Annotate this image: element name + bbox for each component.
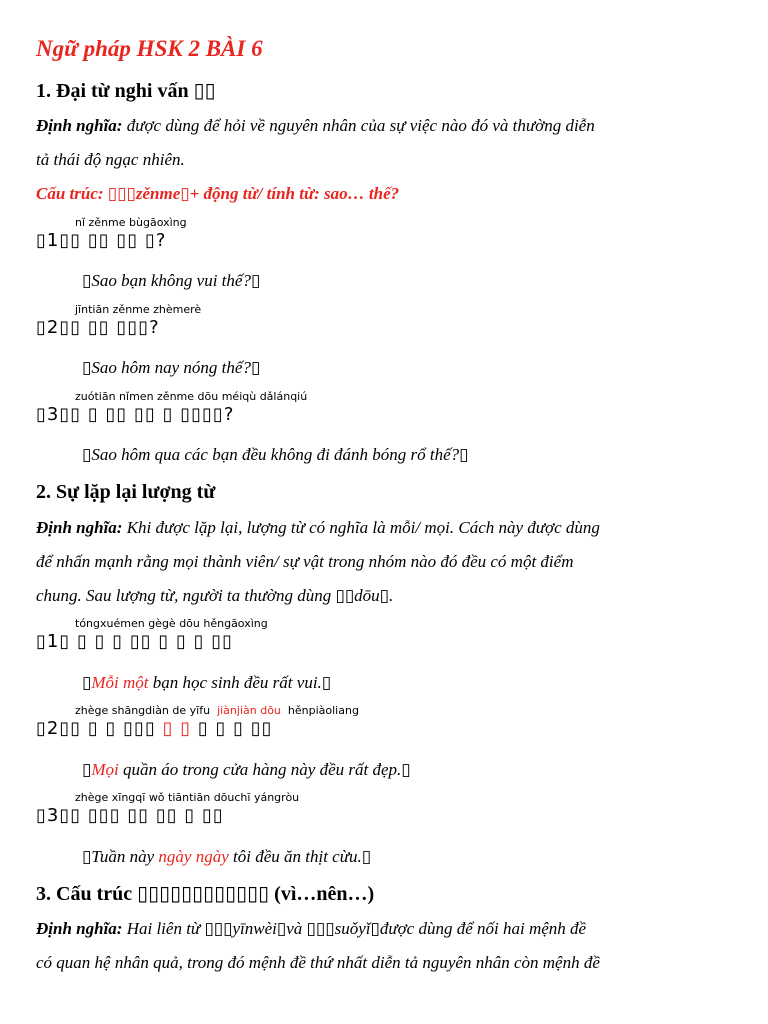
definition-label: Định nghĩa: <box>36 518 123 537</box>
pinyin-pre: zhège shāngdiàn de yīfu <box>75 704 211 717</box>
example3-translation: ▯Sao hôm qua các bạn đều không đi đánh bóng rổ thế?▯ <box>82 445 469 464</box>
example1-chinese: ▯1▯▯ ▯▯ ▯▯ ▯? <box>36 230 167 251</box>
definition-text: Hai liên từ ▯▯▯yīnwèi▯và ▯▯▯suǒyǐ▯được dùng để nối hai mệnh đề <box>122 919 587 938</box>
section2-definition-line1 <box>36 518 600 538</box>
section2-definition-line3: chung. Sau lượng từ, người ta thường dùng ▯▯dōu▯. <box>36 586 394 605</box>
example4-chinese: ▯1▯ ▯ ▯ ▯ ▯▯ ▯ ▯ ▯ ▯▯ <box>36 631 234 652</box>
example2-chinese: ▯2▯▯ ▯▯ ▯▯▯? <box>36 317 160 338</box>
chinese-pre: ▯2▯▯ ▯ ▯ ▯▯▯ <box>36 718 156 739</box>
section2-definition-line2: để nhấn mạnh rằng mọi thành viên/ sự vật trong nhóm nào đó đều có một điểm <box>36 552 574 571</box>
section1-definition-line1 <box>36 116 595 136</box>
section2-heading: 2. Sự lặp lại lượng từ <box>36 481 216 503</box>
example5-pinyin <box>75 704 359 717</box>
example1-pinyin: nǐ zěnme bùgāoxìng <box>75 216 187 229</box>
example6-pinyin: zhège xīngqī wǒ tiāntiān dōuchī yángròu <box>75 791 300 804</box>
translation-post: quần áo trong cửa hàng này đều rất đẹp.▯ <box>118 760 411 779</box>
example2-pinyin: jīntiān zěnme zhèmerè <box>75 303 202 316</box>
example3-chinese: ▯3▯▯ ▯ ▯▯ ▯▯ ▯ ▯▯▯▯? <box>36 404 235 425</box>
translation-pre: ▯ <box>82 760 92 779</box>
pinyin-highlight: jiànjiàn dōu <box>217 704 281 717</box>
chinese-post: ▯ ▯ ▯ ▯▯ <box>197 718 273 739</box>
translation-post: tôi đều ăn thịt cừu.▯ <box>228 847 372 866</box>
translation-highlight: Mọi <box>91 760 119 779</box>
section1-structure: Cấu trúc: ▯▯▯zěnme▯+ động từ/ tính từ: sao… thế? <box>36 184 400 203</box>
definition-label: Định nghĩa: <box>36 116 123 135</box>
chinese-highlight: ▯ ▯ <box>162 718 192 739</box>
translation-pre: ▯ <box>82 673 92 692</box>
example4-pinyin: tóngxuémen gègè dōu hěngāoxìng <box>75 617 268 630</box>
translation-highlight: Mỗi một <box>91 673 149 692</box>
page-title: Ngữ pháp HSK 2 BÀI 6 <box>36 36 263 61</box>
section3-definition-line2: có quan hệ nhân quả, trong đó mệnh đề thứ nhất diễn tả nguyên nhân còn mệnh đề <box>36 953 600 972</box>
example4-translation <box>82 673 331 693</box>
definition-text: Khi được lặp lại, lượng từ có nghĩa là mỗi/ mọi. Cách này được dùng <box>122 518 600 537</box>
translation-pre: ▯Tuần này <box>82 847 159 866</box>
section1-heading: 1. Đại từ nghi vấn ▯▯ <box>36 80 216 102</box>
definition-text: được dùng để hỏi về nguyên nhân của sự việc nào đó và thường diễn <box>122 116 595 135</box>
example5-translation <box>82 760 411 780</box>
example2-translation: ▯Sao hôm nay nóng thế?▯ <box>82 358 261 377</box>
section3-heading: 3. Cấu trúc ▯▯▯▯▯▯▯▯▯▯▯▯ (vì…nên…) <box>36 883 375 905</box>
translation-highlight: ngày ngày <box>158 847 229 866</box>
example5-chinese <box>36 718 273 739</box>
example3-pinyin: zuótiān nǐmen zěnme dōu méiqù dǎlánqiú <box>75 390 308 403</box>
example6-chinese: ▯3▯▯ ▯▯▯ ▯▯ ▯▯ ▯ ▯▯ <box>36 805 224 826</box>
example1-translation: ▯Sao bạn không vui thế?▯ <box>82 271 261 290</box>
definition-label: Định nghĩa: <box>36 919 123 938</box>
section3-definition-line1 <box>36 919 586 939</box>
section1-definition-line2: tả thái độ ngạc nhiên. <box>36 150 185 169</box>
example6-translation <box>82 847 371 867</box>
translation-post: bạn học sinh đều rất vui.▯ <box>148 673 332 692</box>
pinyin-post: hěnpiàoliang <box>287 704 359 717</box>
